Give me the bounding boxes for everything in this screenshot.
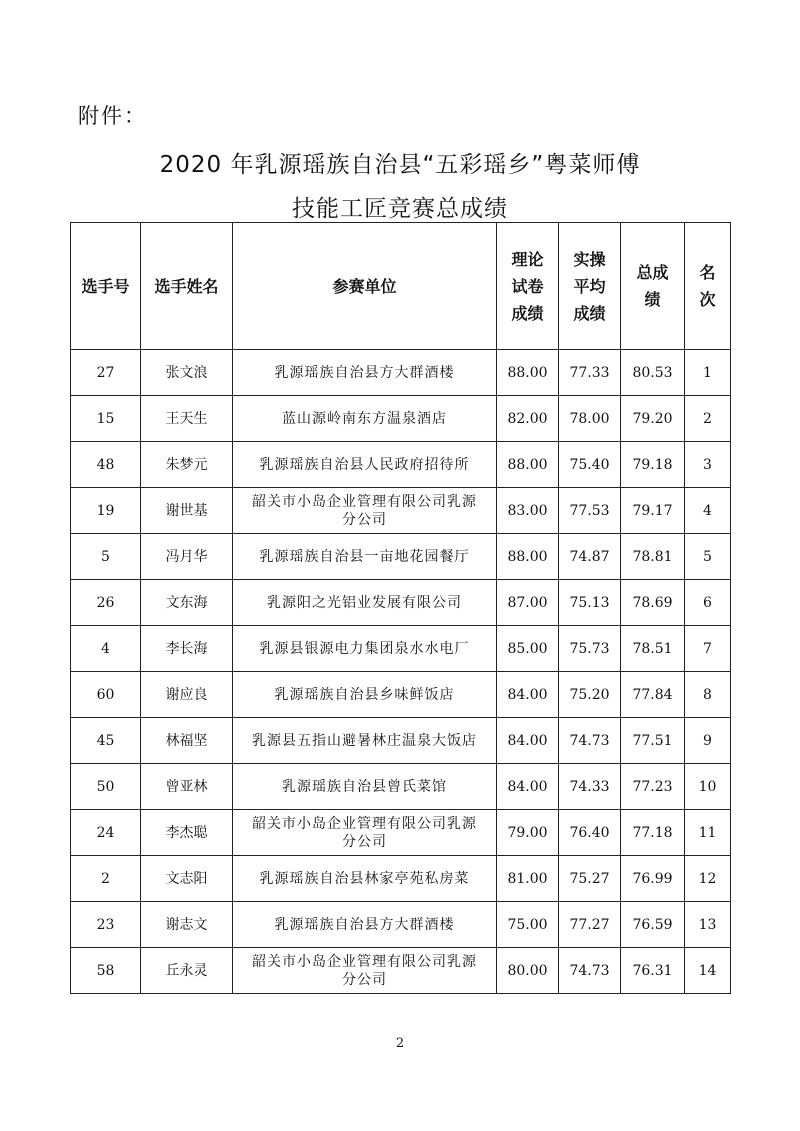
header-theory-line: 理论: [511, 249, 544, 269]
cell-theory: 85.00: [497, 626, 559, 672]
cell-no: 26: [71, 580, 141, 626]
header-total-line: 绩: [644, 290, 661, 309]
cell-practice: 77.33: [559, 350, 621, 396]
cell-no: 4: [71, 626, 141, 672]
table-body: [71, 350, 731, 994]
cell-practice: 75.13: [559, 580, 621, 626]
cell-unit: [233, 396, 497, 442]
table-row: [71, 396, 731, 442]
cell-theory: 88.00: [497, 534, 559, 580]
cell-unit-line: 乳源阳之光铝业发展有限公司: [267, 594, 462, 611]
cell-practice: 74.73: [559, 718, 621, 764]
cell-total: 77.18: [621, 810, 685, 856]
cell-rank: 14: [685, 948, 731, 994]
cell-unit: [233, 580, 497, 626]
cell-total: 77.84: [621, 672, 685, 718]
header-practice-line: 实操: [573, 249, 606, 269]
cell-theory: 84.00: [497, 764, 559, 810]
header-rank-line: 名: [699, 263, 716, 282]
header-unit: 参赛单位: [233, 223, 497, 350]
document-title-line2: 技能工匠竞赛总成绩: [292, 196, 508, 222]
table-row: [71, 948, 731, 994]
cell-no: 2: [71, 856, 141, 902]
cell-name: 文东海: [141, 580, 233, 626]
cell-theory: 84.00: [497, 718, 559, 764]
table-row: [71, 534, 731, 580]
header-theory-line: 试卷: [511, 276, 544, 296]
cell-unit-line: 分公司: [342, 511, 387, 528]
cell-total: 80.53: [621, 350, 685, 396]
cell-unit-line: 乳源瑶族自治县人民政府招待所: [259, 456, 470, 473]
cell-unit-line: 韶关市小岛企业管理有限公司乳源: [252, 815, 477, 832]
table-row: [71, 488, 731, 534]
cell-name: 谢应良: [141, 672, 233, 718]
cell-name: 林福坚: [141, 718, 233, 764]
cell-total: 77.23: [621, 764, 685, 810]
cell-unit: [233, 718, 497, 764]
cell-practice: 74.87: [559, 534, 621, 580]
header-rank-line: 次: [699, 290, 716, 309]
cell-no: 19: [71, 488, 141, 534]
header-name: 选手姓名: [141, 223, 233, 350]
cell-name: 李长海: [141, 626, 233, 672]
table-header-row: [71, 223, 731, 350]
header-total: [621, 223, 685, 350]
cell-name: 丘永灵: [141, 948, 233, 994]
cell-name: 曾亚林: [141, 764, 233, 810]
cell-rank: 10: [685, 764, 731, 810]
table-row: [71, 902, 731, 948]
cell-unit: [233, 856, 497, 902]
cell-rank: 8: [685, 672, 731, 718]
cell-theory: 80.00: [497, 948, 559, 994]
cell-no: 50: [71, 764, 141, 810]
table-row: [71, 764, 731, 810]
document-title-line1: 2020 年乳源瑶族自治县“五彩瑶乡”粤菜师傅: [159, 152, 641, 178]
cell-unit-line: 乳源县银源电力集团泉水水电厂: [259, 640, 470, 657]
cell-rank: 2: [685, 396, 731, 442]
cell-rank: 13: [685, 902, 731, 948]
cell-theory: 75.00: [497, 902, 559, 948]
header-no: 选手号: [71, 223, 141, 350]
cell-unit: [233, 626, 497, 672]
header-practice-line: 成绩: [573, 303, 606, 323]
cell-total: 79.20: [621, 396, 685, 442]
header-theory-line: 成绩: [511, 303, 544, 323]
table-row: [71, 856, 731, 902]
cell-name: 朱梦元: [141, 442, 233, 488]
cell-total: 78.51: [621, 626, 685, 672]
cell-unit: [233, 948, 497, 994]
cell-practice: 75.40: [559, 442, 621, 488]
cell-unit: [233, 672, 497, 718]
cell-no: 23: [71, 902, 141, 948]
cell-total: 78.81: [621, 534, 685, 580]
cell-practice: 75.73: [559, 626, 621, 672]
cell-total: 79.18: [621, 442, 685, 488]
table-row: [71, 626, 731, 672]
cell-name: 冯月华: [141, 534, 233, 580]
cell-name: 李杰聪: [141, 810, 233, 856]
header-practice: [559, 223, 621, 350]
cell-theory: 88.00: [497, 442, 559, 488]
cell-unit-line: 乳源瑶族自治县曾氏菜馆: [282, 778, 447, 795]
table-row: [71, 718, 731, 764]
cell-name: 谢志文: [141, 902, 233, 948]
cell-no: 24: [71, 810, 141, 856]
cell-rank: 11: [685, 810, 731, 856]
cell-rank: 9: [685, 718, 731, 764]
cell-theory: 83.00: [497, 488, 559, 534]
cell-total: 77.51: [621, 718, 685, 764]
cell-name: 张文浪: [141, 350, 233, 396]
cell-practice: 74.73: [559, 948, 621, 994]
cell-practice: 75.20: [559, 672, 621, 718]
cell-unit: [233, 534, 497, 580]
cell-unit-line: 乳源瑶族自治县林家亭苑私房菜: [259, 870, 470, 887]
cell-unit-line: 乳源瑶族自治县乡味鲜饭店: [274, 686, 455, 703]
header-total-line: 总成: [636, 263, 669, 282]
cell-practice: 75.27: [559, 856, 621, 902]
table-row: [71, 350, 731, 396]
cell-unit: [233, 488, 497, 534]
cell-no: 27: [71, 350, 141, 396]
cell-rank: 1: [685, 350, 731, 396]
cell-unit-line: 分公司: [342, 833, 387, 850]
cell-no: 48: [71, 442, 141, 488]
cell-total: 79.17: [621, 488, 685, 534]
table-row: [71, 810, 731, 856]
attachment-label: 附件：: [78, 104, 147, 128]
cell-no: 60: [71, 672, 141, 718]
cell-no: 45: [71, 718, 141, 764]
cell-theory: 87.00: [497, 580, 559, 626]
cell-practice: 77.53: [559, 488, 621, 534]
cell-rank: 6: [685, 580, 731, 626]
cell-rank: 4: [685, 488, 731, 534]
cell-practice: 74.33: [559, 764, 621, 810]
cell-practice: 77.27: [559, 902, 621, 948]
cell-theory: 82.00: [497, 396, 559, 442]
header-rank: [685, 223, 731, 350]
cell-no: 15: [71, 396, 141, 442]
cell-theory: 79.00: [497, 810, 559, 856]
cell-unit-line: 乳源县五指山避暑林庄温泉大饭店: [252, 732, 477, 749]
cell-unit: [233, 902, 497, 948]
cell-practice: 78.00: [559, 396, 621, 442]
cell-name: 文志阳: [141, 856, 233, 902]
cell-unit-line: 乳源瑶族自治县一亩地花园餐厅: [259, 548, 470, 565]
table-row: [71, 442, 731, 488]
scores-table: [70, 222, 731, 994]
table-row: [71, 580, 731, 626]
cell-no: 5: [71, 534, 141, 580]
cell-total: 76.31: [621, 948, 685, 994]
cell-theory: 88.00: [497, 350, 559, 396]
cell-rank: 7: [685, 626, 731, 672]
cell-unit-line: 乳源瑶族自治县方大群酒楼: [274, 916, 455, 933]
cell-unit: [233, 442, 497, 488]
cell-unit: [233, 810, 497, 856]
cell-unit-line: 乳源瑶族自治县方大群酒楼: [274, 364, 455, 381]
cell-unit-line: 分公司: [342, 971, 387, 988]
cell-total: 78.69: [621, 580, 685, 626]
cell-rank: 3: [685, 442, 731, 488]
header-practice-line: 平均: [573, 276, 606, 296]
cell-rank: 5: [685, 534, 731, 580]
cell-unit: [233, 350, 497, 396]
cell-practice: 76.40: [559, 810, 621, 856]
header-theory: [497, 223, 559, 350]
page-number: 2: [395, 1036, 405, 1051]
cell-total: 76.59: [621, 902, 685, 948]
cell-theory: 84.00: [497, 672, 559, 718]
cell-total: 76.99: [621, 856, 685, 902]
cell-unit-line: 韶关市小岛企业管理有限公司乳源: [252, 493, 477, 510]
cell-unit: [233, 764, 497, 810]
cell-rank: 12: [685, 856, 731, 902]
cell-theory: 81.00: [497, 856, 559, 902]
table-row: [71, 672, 731, 718]
cell-name: 王天生: [141, 396, 233, 442]
cell-name: 谢世基: [141, 488, 233, 534]
cell-unit-line: 蓝山源岭南东方温泉酒店: [282, 410, 447, 427]
cell-unit-line: 韶关市小岛企业管理有限公司乳源: [252, 953, 477, 970]
cell-no: 58: [71, 948, 141, 994]
